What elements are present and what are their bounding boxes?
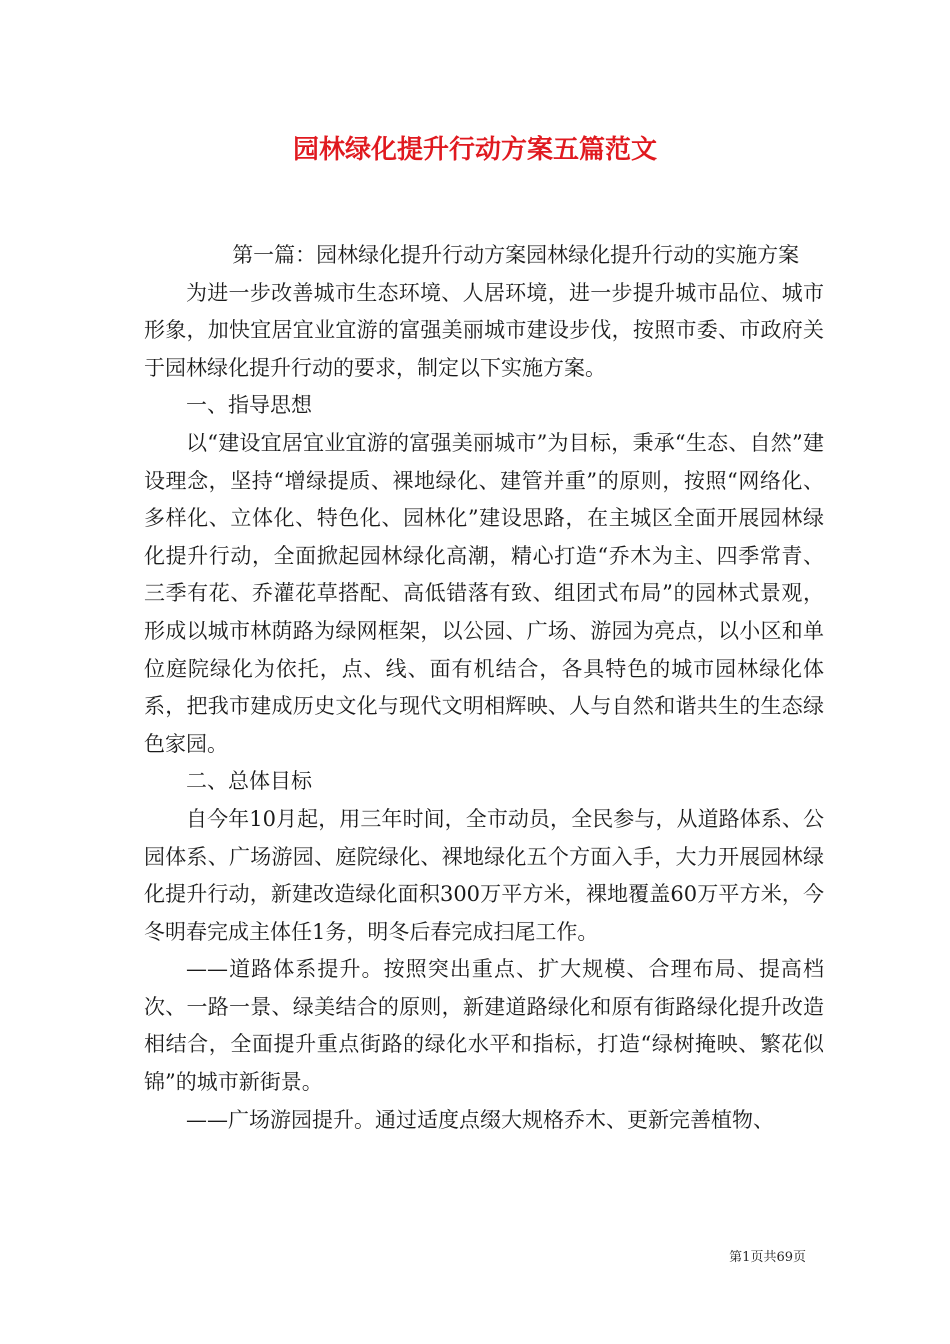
paragraph-guiding-ideology: 以“建设宜居宜业宜游的富强美丽城市”为目标，秉承“生态、自然”建设理念，坚持“增绿提质、裸地绿化、建管并重”的原则，按照“网络化、多样化、立体化、特色化、园林化”建设思路，在主城区全面开展园林绿化提升行动，全面掀起园林绿化高潮，精心打造“乔木为主、四季常青、三季有花、乔灌花草搭配、高低错落有致、组团式布局”的园林式景观，形成以城市林荫路为绿网框架，以公园、广场、游园为亮点，以小区和单位庭院绿化为依托，点、线、面有机结合，各具特色的城市园林绿化体系，把我市建成历史文化与现代文明相辉映、人与自然和谐共生的生态绿色家园。 [144, 430, 824, 756]
paragraph-road-system: ——道路体系提升。按照突出重点、扩大规模、合理布局、提高档次、一路一景、绿美结合的原则，新建道路绿化和原有街路绿化提升改造相结合，全面提升重点街路的绿化水平和指标，打造“绿树掩映、繁花似锦”的城市新街景。 [144, 957, 824, 1095]
document-title: 园林绿化提升行动方案五篇范文 [292, 135, 657, 165]
section-heading-first: 第一篇：园林绿化提升行动方案园林绿化提升行动的实施方案 [232, 243, 800, 267]
page-number: 第1页共69页 [729, 1250, 806, 1265]
paragraph-overall-goal: 自今年10月起，用三年时间，全市动员，全民参与，从道路体系、公园体系、广场游园、庭院绿化、裸地绿化五个方面入手，大力开展园林绿化提升行动，新建改造绿化面积300万平方米，裸地覆盖60万平方米，今冬明春完成主体任1务，明冬后春完成扫尾工作。 [144, 806, 824, 944]
document-body [144, 237, 824, 1139]
paragraph-intro: 为进一步改善城市生态环境、人居环境，进一步提升城市品位、城市形象，加快宜居宜业宜游的富强美丽城市建设步伐，按照市委、市政府关于园林绿化提升行动的要求，制定以下实施方案。 [144, 280, 824, 380]
section-heading-guiding-ideology: 一、指导思想 [186, 393, 312, 418]
paragraph-square-garden: ——广场游园提升。通过适度点缀大规格乔木、更新完善植物、 [186, 1107, 774, 1132]
section-heading-overall-goal: 二、总体目标 [186, 769, 312, 794]
